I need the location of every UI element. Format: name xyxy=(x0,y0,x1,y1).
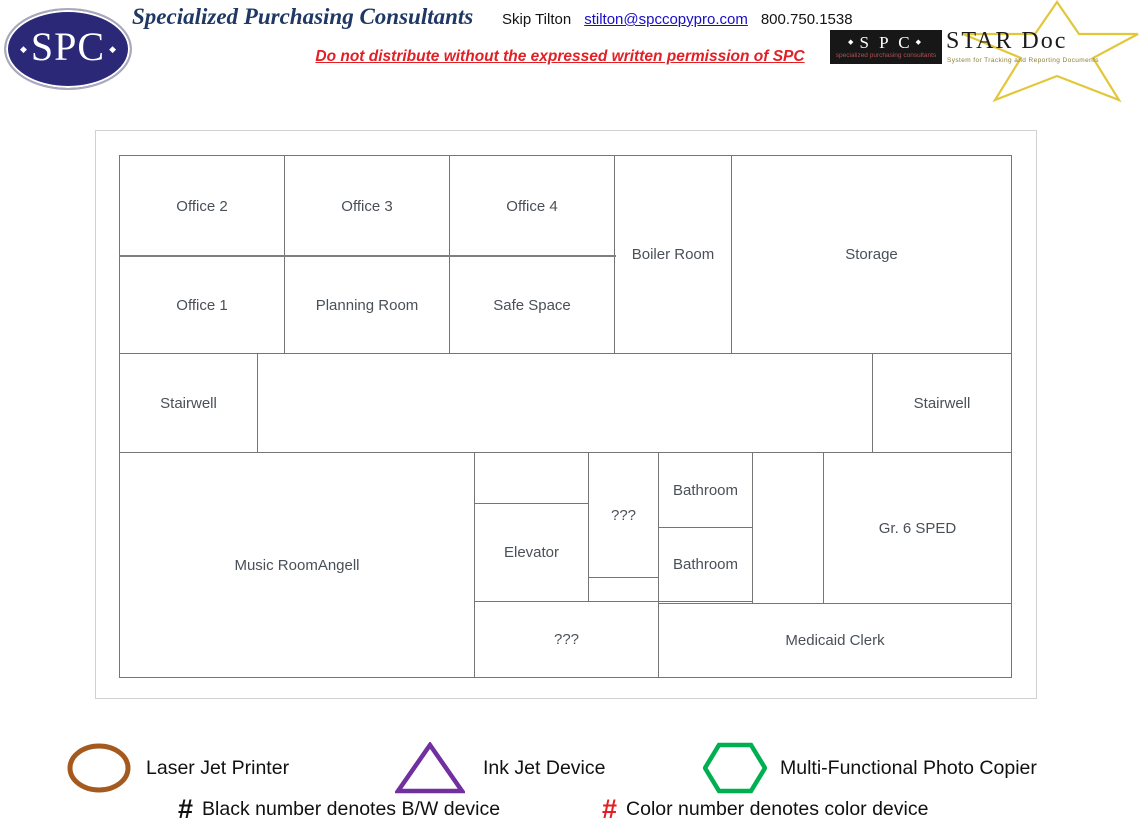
legend-photo-copier xyxy=(703,742,1037,794)
room-label: Storage xyxy=(845,246,898,263)
room-label: Medicaid Clerk xyxy=(785,632,885,649)
room-elevator xyxy=(474,503,589,602)
stardoc-spc-text: ◆ S P C ◆ xyxy=(848,33,924,53)
room-office-2 xyxy=(119,155,285,257)
legend-note-bw xyxy=(178,796,500,823)
open-area xyxy=(474,452,589,504)
room-label: Music RoomAngell xyxy=(234,556,360,574)
room-safe-space xyxy=(449,256,615,354)
room-label: Bathroom xyxy=(672,556,739,573)
spc-logo xyxy=(4,8,132,90)
diamond-icon: ◆ xyxy=(848,38,857,47)
diamond-icon: ◆ xyxy=(109,43,116,54)
room-label: Gr. 6 SPED xyxy=(878,519,957,537)
contact-row xyxy=(502,11,853,28)
room-gr6-sped xyxy=(823,452,1012,604)
legend-laser-jet xyxy=(66,742,289,794)
room-label: Stairwell xyxy=(160,394,217,412)
disclaimer-text: Do not distribute without the expressed written permission of SPC xyxy=(315,48,805,65)
room-stairwell-right xyxy=(872,353,1012,453)
diamond-icon: ◆ xyxy=(915,38,924,47)
room-unknown-bottom xyxy=(474,601,659,678)
room-label: Bathroom xyxy=(672,481,739,499)
room-office-4 xyxy=(449,155,615,257)
room-label: Office 1 xyxy=(176,296,228,314)
room-label: Office 4 xyxy=(506,197,558,215)
room-unknown-mid xyxy=(588,452,659,578)
stardoc-spc-subtitle: specialized purchasing consultants xyxy=(835,52,937,60)
room-music xyxy=(119,452,475,678)
room-bathroom-bottom xyxy=(658,527,753,602)
contact-name: Skip Tilton xyxy=(502,11,572,28)
room-label: Elevator xyxy=(503,544,560,561)
room-office-3 xyxy=(284,155,450,257)
open-area xyxy=(752,452,824,604)
room-label: Office 3 xyxy=(341,197,393,215)
legend-label: Ink Jet Device xyxy=(483,756,606,779)
room-boiler xyxy=(614,155,732,354)
company-title: Specialized Purchasing Consultants xyxy=(132,4,474,29)
triangle-icon xyxy=(395,742,465,794)
legend-label: Laser Jet Printer xyxy=(146,756,290,779)
room-bathroom-top xyxy=(658,452,753,528)
legend-note-color xyxy=(602,796,928,823)
room-label: Planning Room xyxy=(315,296,419,314)
spc-logo-text: SPC xyxy=(30,24,106,69)
room-label: Safe Space xyxy=(493,296,571,314)
stardoc-spc-box xyxy=(830,30,942,64)
hexagon-icon xyxy=(703,742,767,794)
room-label: ??? xyxy=(610,506,637,524)
room-stairwell-left xyxy=(119,353,258,453)
room-label: Office 2 xyxy=(176,197,228,215)
room-office-1 xyxy=(119,256,285,354)
legend-note-text: Black number denotes B/W device xyxy=(202,798,501,820)
legend-label: Multi-Functional Photo Copier xyxy=(780,756,1037,779)
contact-email-link[interactable]: stilton@spccopypro.com xyxy=(584,11,748,28)
room-medicaid xyxy=(658,603,1012,678)
hash-symbol: # xyxy=(602,794,618,824)
ellipse-icon xyxy=(66,742,132,794)
legend-ink-jet xyxy=(395,742,605,794)
legend-note-text: Color number denotes color device xyxy=(626,798,929,820)
contact-phone: 800.750.1538 xyxy=(760,11,853,28)
room-label: Boiler Room xyxy=(631,246,715,263)
stardoc-subtitle: System for Tracking and Reporting Documents xyxy=(947,57,1099,64)
room-storage xyxy=(731,155,1012,354)
hash-symbol: # xyxy=(178,794,194,824)
room-planning xyxy=(284,256,450,354)
diamond-icon: ◆ xyxy=(19,43,27,54)
wall-divider xyxy=(119,255,616,257)
stardoc-title: STAR Doc xyxy=(946,28,1068,54)
room-label: ??? xyxy=(553,631,580,648)
room-label: Stairwell xyxy=(913,394,971,412)
